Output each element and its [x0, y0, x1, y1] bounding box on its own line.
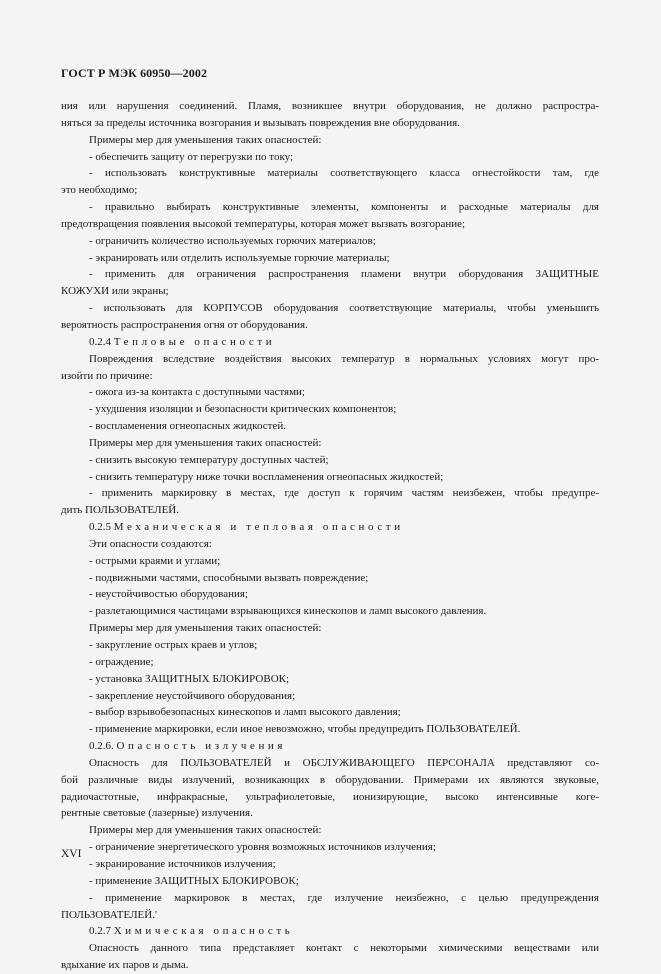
section-title: Тепловые опасности — [113, 335, 276, 348]
text-line: - снизить высокую температуру доступных частей; — [89, 453, 329, 466]
section-title: Опасность излучения — [116, 740, 287, 753]
text-line: - обеспечить защиту от перегрузки по току; — [89, 150, 294, 163]
text-line: вдыхание их паров и дыма. — [61, 959, 189, 972]
section-title: Химическая опасность — [113, 925, 294, 938]
text-line: - ограничение энергетического уровня возможных источников излучения; — [89, 841, 436, 854]
section-number: 0.2.6. — [89, 740, 117, 753]
text-line: ния или нарушения соединений. Пламя, возникшее внутри оборудования, не должно распростра- — [61, 100, 599, 112]
text-line: - ухудшения изоляции и безопасности критических компонентов; — [89, 403, 397, 416]
text-line: - разлетающимися частицами взрывающихся кинескопов и ламп высокого давления. — [89, 605, 487, 618]
text-line: - правильно выбирать конструктивные элементы, компоненты и расходные материалы для — [89, 201, 599, 214]
text-line: ПОЛЬЗОВАТЕЛЕЙ.' — [61, 908, 157, 921]
text-line: Повреждения вследствие воздействия высоких температур в нормальных условиях могут про- — [89, 352, 599, 365]
text-line: это необходимо; — [61, 184, 138, 197]
text-line: Опасность для ПОЛЬЗОВАТЕЛЕЙ и ОБСЛУЖИВАЮЩЕГО ПЕРСОНАЛА представляют со- — [89, 756, 599, 769]
text-line: - применить для ограничения распространения пламени внутри оборудования ЗАЩИТНЫЕ — [89, 268, 599, 281]
text-line: Примеры мер для уменьшения таких опасностей: — [89, 133, 322, 146]
page-number: XVI — [61, 848, 82, 860]
text-line: Примеры мер для уменьшения таких опасностей: — [89, 824, 322, 837]
text-line: - применение маркировки, если иное невозможно, чтобы предупредить ПОЛЬЗОВАТЕЛЕЙ. — [89, 723, 521, 736]
section-heading — [61, 334, 599, 351]
text-line: вероятность распространения огня от оборудования. — [61, 318, 308, 331]
text-line: - использовать конструктивные материалы соответствующего класса огнестойкости там, где — [89, 167, 599, 180]
text-line: - снизить температуру ниже точки воспламенения огнеопасных жидкостей; — [89, 470, 444, 483]
text-line: Примеры мер для уменьшения таких опасностей: — [89, 622, 322, 635]
text-line: изойти по причине: — [61, 369, 153, 382]
text-line: - применение ЗАЩИТНЫХ БЛОКИРОВОК; — [89, 874, 299, 887]
text-line: КОЖУХИ или экраны; — [61, 285, 169, 298]
text-line: Примеры мер для уменьшения таких опасностей: — [89, 436, 322, 449]
text-line: Опасность данного типа представляет контакт с некоторыми химическими веществами или — [89, 942, 599, 955]
text-line: - закругление острых краев и углов; — [89, 639, 258, 651]
text-line: - острыми краями и углами; — [89, 554, 221, 567]
body-text — [61, 98, 599, 974]
section-title: Механическая и тепловая опасности — [113, 521, 404, 534]
text-line: - закрепление неустойчивого оборудования; — [89, 689, 296, 702]
text-line: - ограничить количество используемых горючих материалов; — [89, 234, 376, 247]
text-line: - экранирование источников излучения; — [89, 857, 276, 870]
text-line: няться за пределы источника возгорания и вызывать повреждения вне оборудования. — [61, 116, 460, 129]
text-line: - применение маркировок в местах, где излучение неизбежно, с целью предупреждения — [89, 891, 599, 904]
section-number: 0.2.7 — [89, 925, 114, 938]
text-line: - неустойчивостью оборудования; — [89, 588, 249, 601]
text-line: рентные световые (лазерные) излучения. — [61, 807, 253, 820]
text-line: предотвращения появления высокой температуры, которая может вызвать возгорание; — [61, 217, 466, 230]
text-line: - воспламенения огнеопасных жидкостей. — [89, 420, 286, 433]
section-number: 0.2.5 — [89, 521, 114, 534]
section-heading — [61, 738, 599, 755]
section-number: 0.2.4 — [89, 335, 114, 348]
text-line: - экранировать или отделить используемые горючие материалы; — [89, 251, 390, 264]
text-line: - выбор взрывобезопасных кинескопов и ламп высокого давления; — [89, 706, 401, 719]
text-line: - ограждение; — [89, 655, 154, 668]
section-heading — [61, 519, 599, 536]
section-heading — [61, 923, 599, 940]
text-line: - применить маркировку в местах, где доступ к горячим частям неизбежен, чтобы предупре- — [89, 487, 599, 500]
text-line: дить ПОЛЬЗОВАТЕЛЕЙ. — [61, 504, 179, 517]
text-line: - использовать для КОРПУСОВ оборудования соответствующие материалы, чтобы уменьшить — [89, 302, 599, 315]
page-header: ГОСТ Р МЭК 60950—2002 — [61, 66, 208, 80]
text-line: бой различные виды излучений, возникающих в оборудовании. Примерами их являются звуковые, — [61, 773, 599, 786]
text-line: Эти опасности создаются: — [89, 537, 212, 550]
text-line: - ожога из-за контакта с доступными частями; — [89, 386, 305, 399]
text-line: - подвижными частями, способными вызвать повреждение; — [89, 571, 369, 584]
text-line: - установка ЗАЩИТНЫХ БЛОКИРОВОК; — [89, 672, 290, 685]
text-line: радиочастотные, инфракрасные, ультрафиолетовые, ионизирующие, высоко интенсивные коге- — [61, 790, 599, 803]
